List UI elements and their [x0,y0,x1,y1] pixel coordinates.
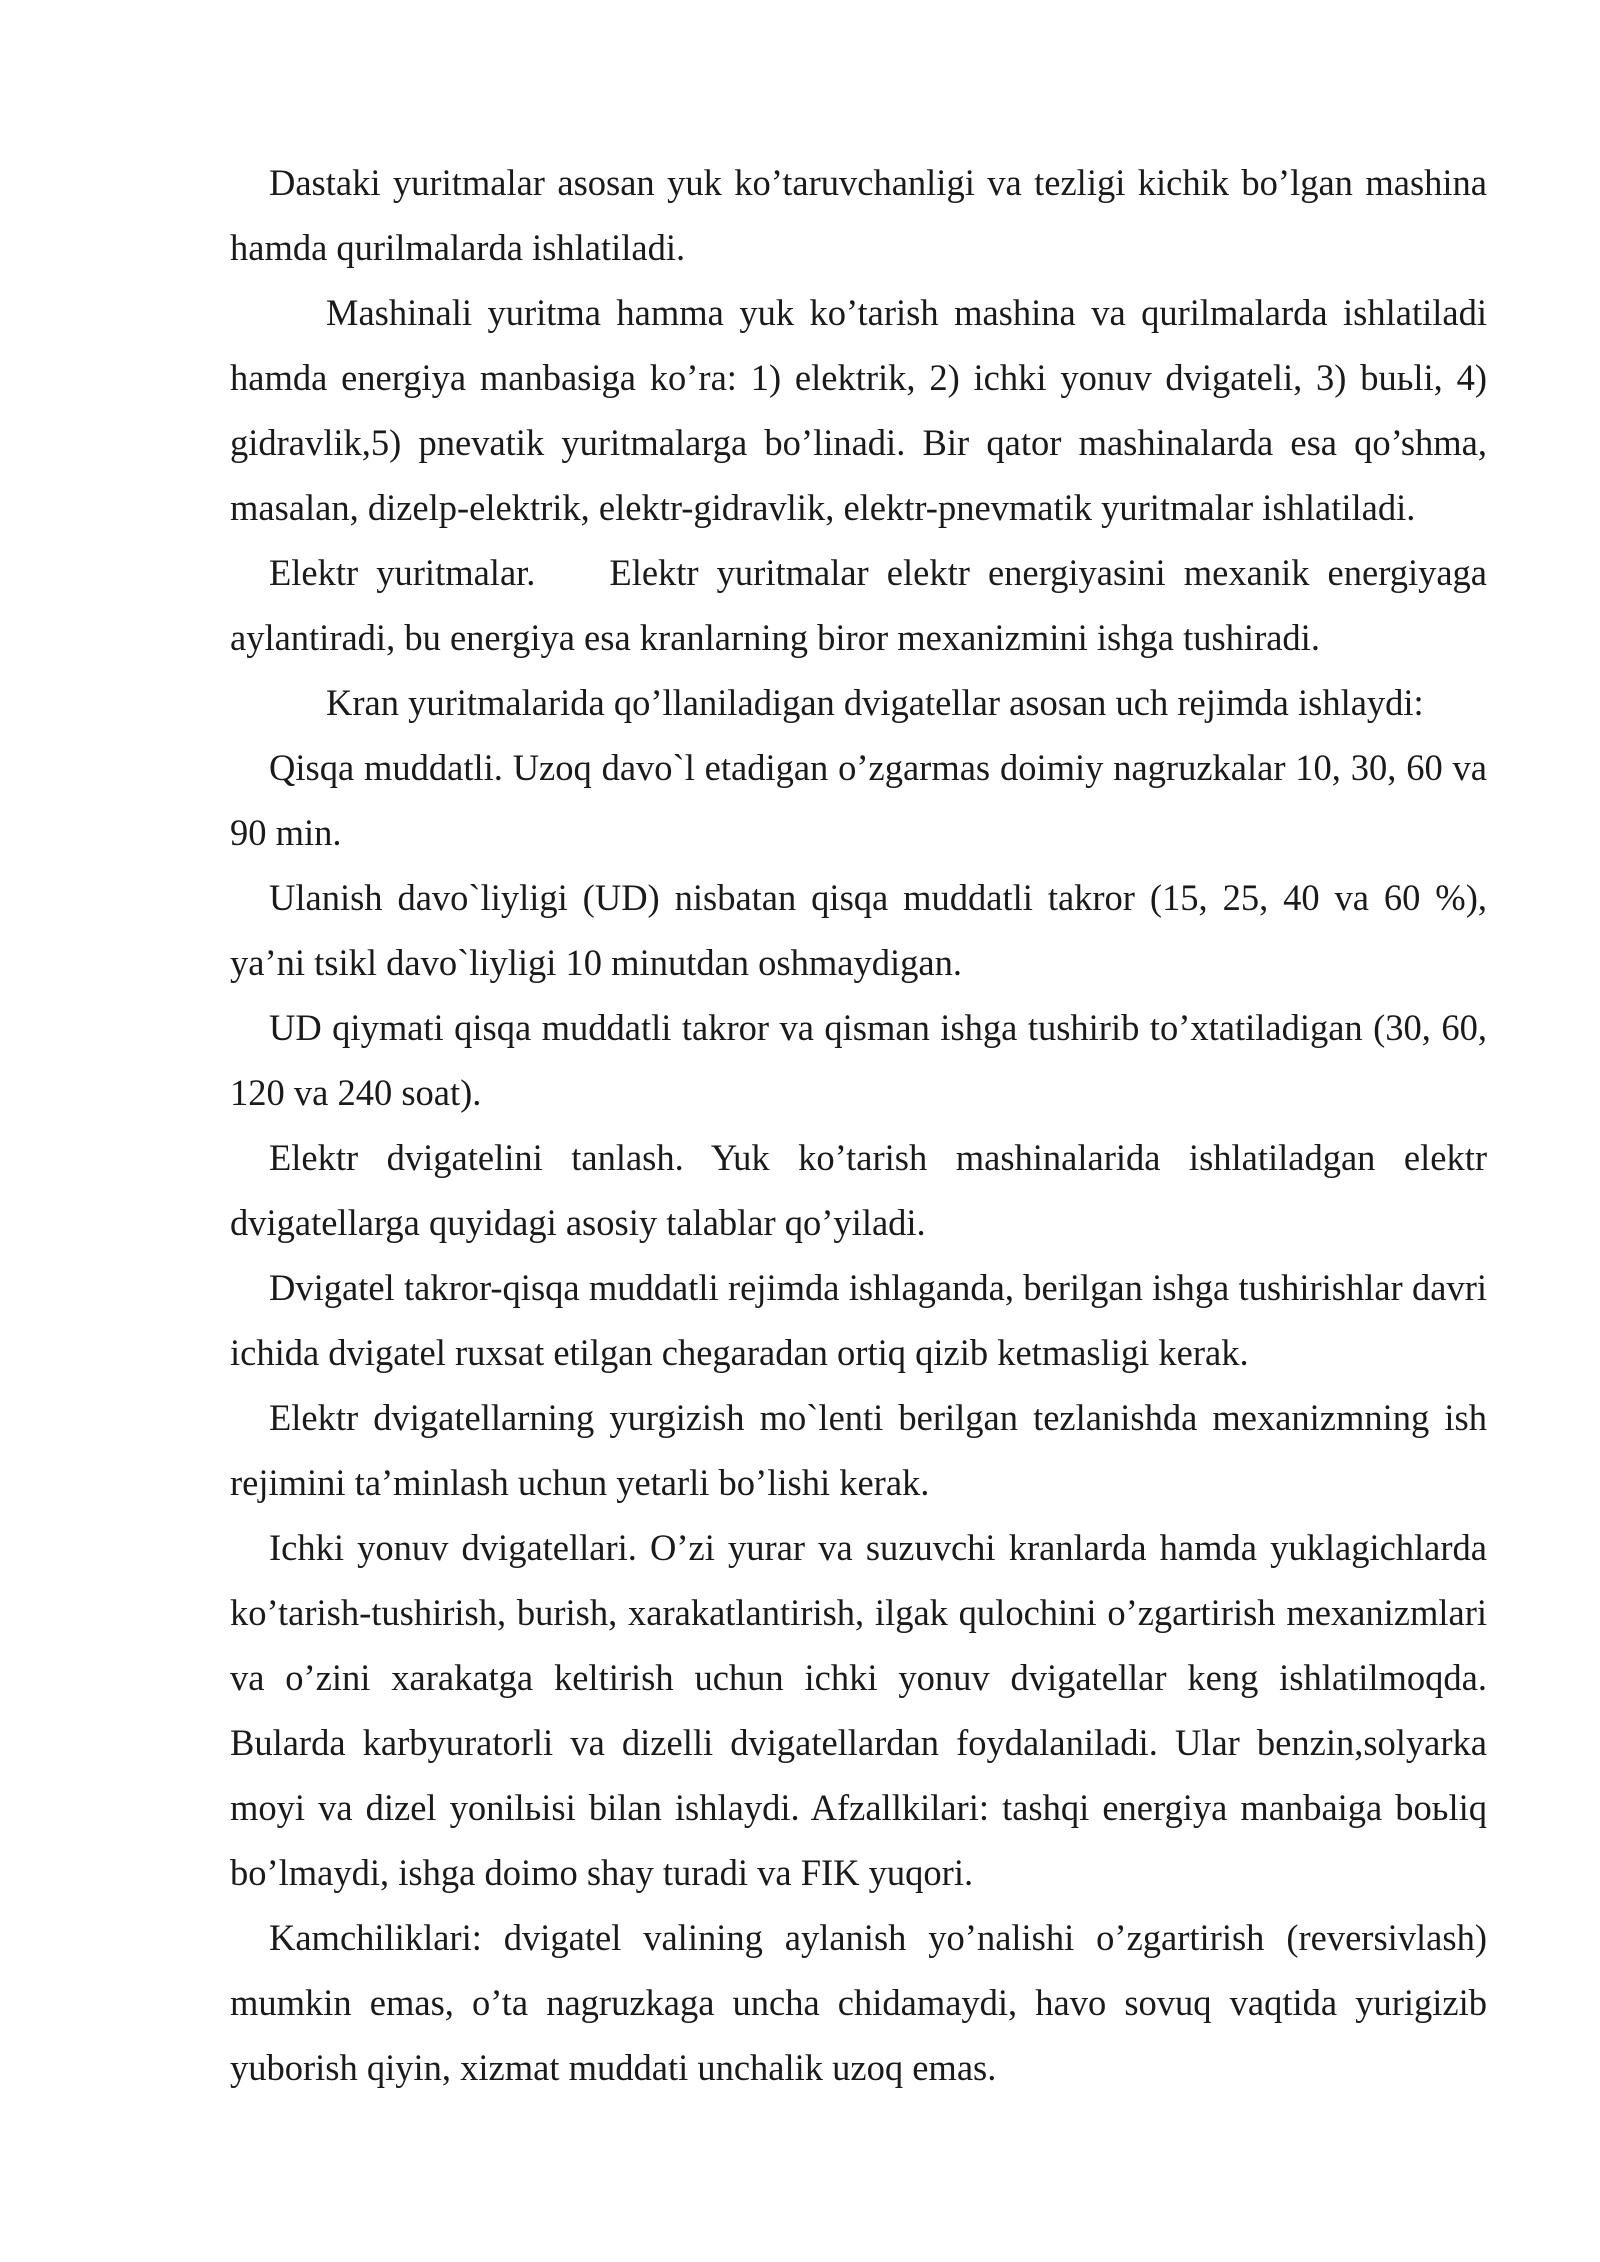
paragraph-machine-drives [230,280,1487,540]
paragraph-starting-torque [230,1385,1487,1515]
paragraph-motor-selection [230,1125,1487,1255]
paragraph-ud-value [230,995,1487,1125]
paragraph-manual-drives [230,150,1487,280]
paragraph-text: Ulanish davo`liyligi (UD) nisbatan qisqa muddatli takror (15, 25, 40 va 60 %), ya’ni tsikl davo`liyligi 10 minutdan oshmaydigan. [230,877,1487,983]
paragraph-short-term [230,735,1487,865]
document-page [230,150,1487,2100]
paragraph-combustion-engines [230,1515,1487,1905]
paragraph-text: Elektr dvigatellarning yurgizish mo`lenti berilgan tezlanishda mexanizmning ish rejimini ta’minlash uchun yetarli bo’lishi kerak. [230,1397,1487,1503]
paragraph-text: Dastaki yuritmalar asosan yuk ko’taruvchanligi va tezligi kichik bo’lgan mashina hamda qurilmalarda ishlatiladi. [230,162,1487,268]
paragraph-text: Dvigatel takror-qisqa muddatli rejimda ishlaganda, berilgan ishga tushirishlar davri ichida dvigatel ruxsat etilgan chegaradan ortiq qizib ketmasligi kerak. [230,1267,1487,1373]
paragraph-text: Kamchiliklari: dvigatel valining aylanish yo’nalishi o’zgartirish (reversivlash) mumkin emas, o’ta nagruzkaga uncha chidamaydi, havo sovuq vaqtida yurigizib yuborish qiyin, xizmat muddati unchalik uzoq emas. [230,1917,1487,2088]
paragraph-duty-cycle [230,865,1487,995]
paragraph-crane-modes [230,670,1487,735]
paragraph-lead: Elektr yuritmalar. [269,552,536,593]
paragraph-text: Elektr dvigatelini tanlash. Yuk ko’tarish mashinalarida ishlatiladgan elektr dvigatellarga quyidagi asosiy talablar qo’yiladi. [230,1137,1487,1243]
paragraph-motor-heating [230,1255,1487,1385]
paragraph-text: Ichki yonuv dvigatellari. O’zi yurar va suzuvchi kranlarda hamda yuklagichlarda ko’tarish-tushirish, burish, xarakatlantirish, ilgak qulochini o’zgartirish mexanizmlari va o’zini xarakatga keltirish uchun ichki yonuv dvigatellar keng ishlatilmoqda. Bularda karbyuratorli va dizelli dvigatellardan foydalaniladi. Ular benzin,solyarka moyi va dizel yonilьisi bilan ishlaydi. Afzallkilari: tashqi energiya manbaiga boьliq bo’lmaydi, ishga doimo shay turadi va FIK yuqori. [230,1527,1487,1893]
paragraph-text: Qisqa muddatli. Uzoq davo`l etadigan o’zgarmas doimiy nagruzkalar 10, 30, 60 va 90 min. [230,747,1487,853]
paragraph-text: UD qiymati qisqa muddatli takror va qisman ishga tushirib to’xtatiladigan (30, 60, 120 va 240 soat). [230,1007,1487,1113]
paragraph-text: Mashinali yuritma hamma yuk ko’tarish mashina va qurilmalarda ishlatiladi hamda energiya manbasiga ko’ra: 1) elektrik, 2) ichki yonuv dvigateli, 3) buьli, 4) gidravlik,5) pnevatik yuritmalarga bo’linadi. Bir qator mashinalarda esa qo’shma, masalan, dizelp-elektrik, elektr-gidravlik, elektr-pnevmatik yuritmalar ishlatiladi. [230,292,1487,528]
paragraph-disadvantages [230,1905,1487,2100]
paragraph-text: Elektr yuritmalar elektr energiyasini mexanik energiyaga aylantiradi, bu energiya esa kranlarning biror mexanizmini ishga tushiradi. [230,552,1487,658]
paragraph-text: Kran yuritmalarida qo’llaniladigan dvigatellar asosan uch rejimda ishlaydi: [326,682,1424,723]
paragraph-electric-drives [230,540,1487,670]
